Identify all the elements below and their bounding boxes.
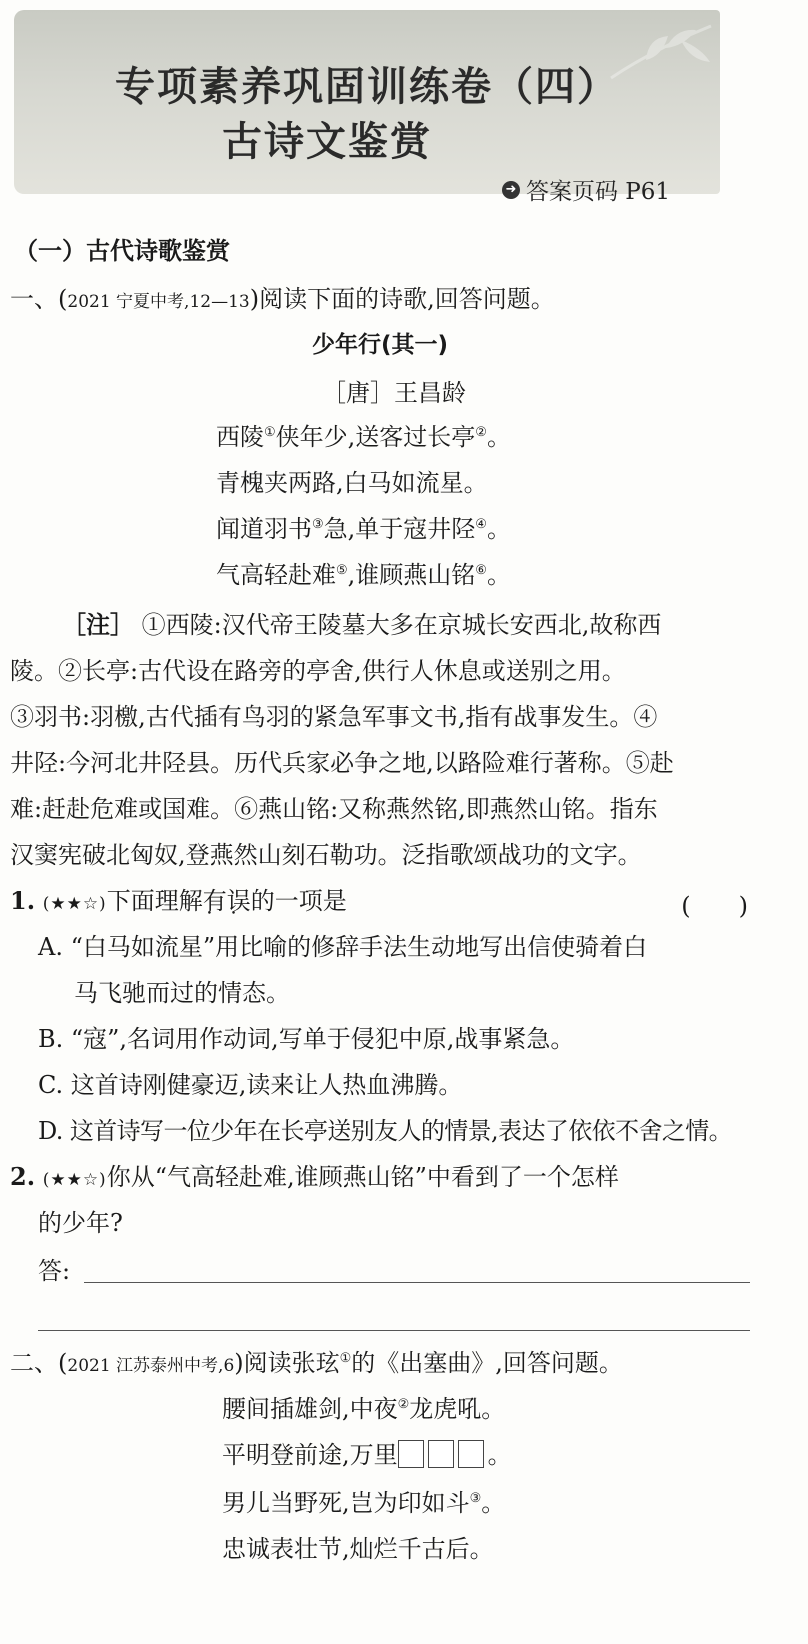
- q1-source: 2021 宁夏中考,12—13: [67, 292, 250, 312]
- poem-author: ［唐］王昌龄: [322, 379, 466, 407]
- poem2-line-4: 忠诚表壮节,灿烂千古后。: [222, 1535, 494, 1563]
- question-two-intro: 二、(2021 江苏泰州中考,6)阅读张玹①的《出塞曲》,回答问题。: [10, 1349, 623, 1377]
- notes-line-1: ［注］ ①西陵:汉代帝王陵墓大多在京城长安西北,故称西: [62, 610, 662, 639]
- question-1-stem: 1. (★★☆)下面理解有误 • •的一项是: [10, 886, 347, 919]
- poem-line-4: 气高轻赴难⑤,谁顾燕山铭⑥。: [216, 561, 511, 589]
- poem-line-3: 闻道羽书③急,单于寇井陉④。: [216, 515, 511, 543]
- notes-line-5: 难:赶赴危难或国难。⑥燕山铭:又称燕然铭,即燕然山铭。指东: [10, 795, 658, 823]
- poem-title: 少年行(其一): [311, 332, 449, 358]
- answer-line-2[interactable]: [38, 1330, 750, 1331]
- notes-line-6: 汉窦宪破北匈奴,登燕然山刻石勒功。泛指歌颂战功的文字。: [10, 841, 642, 869]
- blank-box-3[interactable]: [458, 1440, 484, 1468]
- answer-bracket[interactable]: ( ): [681, 892, 748, 920]
- option-d: D. 这首诗写一位少年在长亭送别友人的情景,表达了依依不舍之情。: [38, 1117, 733, 1145]
- notes-line-3: ③羽书:羽檄,古代插有鸟羽的紧急军事文书,指有战事发生。④: [10, 703, 658, 731]
- option-a-cont: 马飞驰而过的情态。: [74, 979, 290, 1007]
- notes-line-4: 井陉:今河北井陉县。历代兵家必争之地,以路险难行著称。⑤赴: [10, 749, 674, 777]
- option-b: B. “寇”,名词用作动词,写单于侵犯中原,战事紧急。: [38, 1025, 575, 1053]
- q1-prefix: 一、(: [10, 285, 68, 313]
- page-subtitle: 古诗文鉴赏: [222, 119, 432, 165]
- question-2-stem: 2. (★★☆)你从“气高轻赴难,谁顾燕山铭”中看到了一个怎样: [10, 1162, 619, 1191]
- arrow-right-icon: ➜: [502, 181, 520, 199]
- section-heading: （一）古代诗歌鉴赏: [14, 237, 230, 265]
- poem2-line-2: 平明登前途,万里 。: [222, 1441, 512, 1469]
- poem-line-2: 青槐夹两路,白马如流星。: [216, 469, 488, 497]
- poem2-line-1: 腰间插雄剑,中夜②龙虎吼。: [222, 1395, 506, 1423]
- option-a: A. “白马如流星”用比喻的修辞手法生动地写出信使骑着白: [38, 933, 648, 961]
- answer-page-reference: [502, 173, 670, 206]
- q1-text: )阅读下面的诗歌,回答问题。: [249, 285, 555, 313]
- notes-label: ［注］: [62, 610, 134, 639]
- poem2-line-3: 男儿当野死,岂为印如斗③。: [222, 1489, 506, 1517]
- question-one-intro: [10, 284, 555, 317]
- page-title: 专项素养巩固训练卷（四）: [115, 64, 619, 110]
- answer-line-1[interactable]: [84, 1282, 750, 1283]
- blank-box-1[interactable]: [398, 1440, 424, 1468]
- option-c: C. 这首诗刚健豪迈,读来让人热血沸腾。: [38, 1071, 463, 1099]
- blank-box-2[interactable]: [428, 1440, 454, 1468]
- answer-ref-text: 答案页码 P61: [525, 179, 670, 205]
- poem-line-1: 西陵①侠年少,送客过长亭②。: [216, 423, 511, 451]
- title-banner: [14, 10, 720, 205]
- question-2-stem-cont: 的少年?: [38, 1209, 123, 1237]
- notes-line-2: 陵。②长亭:古代设在路旁的亭舍,供行人休息或送别之用。: [10, 657, 626, 685]
- answer-label: 答:: [38, 1257, 71, 1285]
